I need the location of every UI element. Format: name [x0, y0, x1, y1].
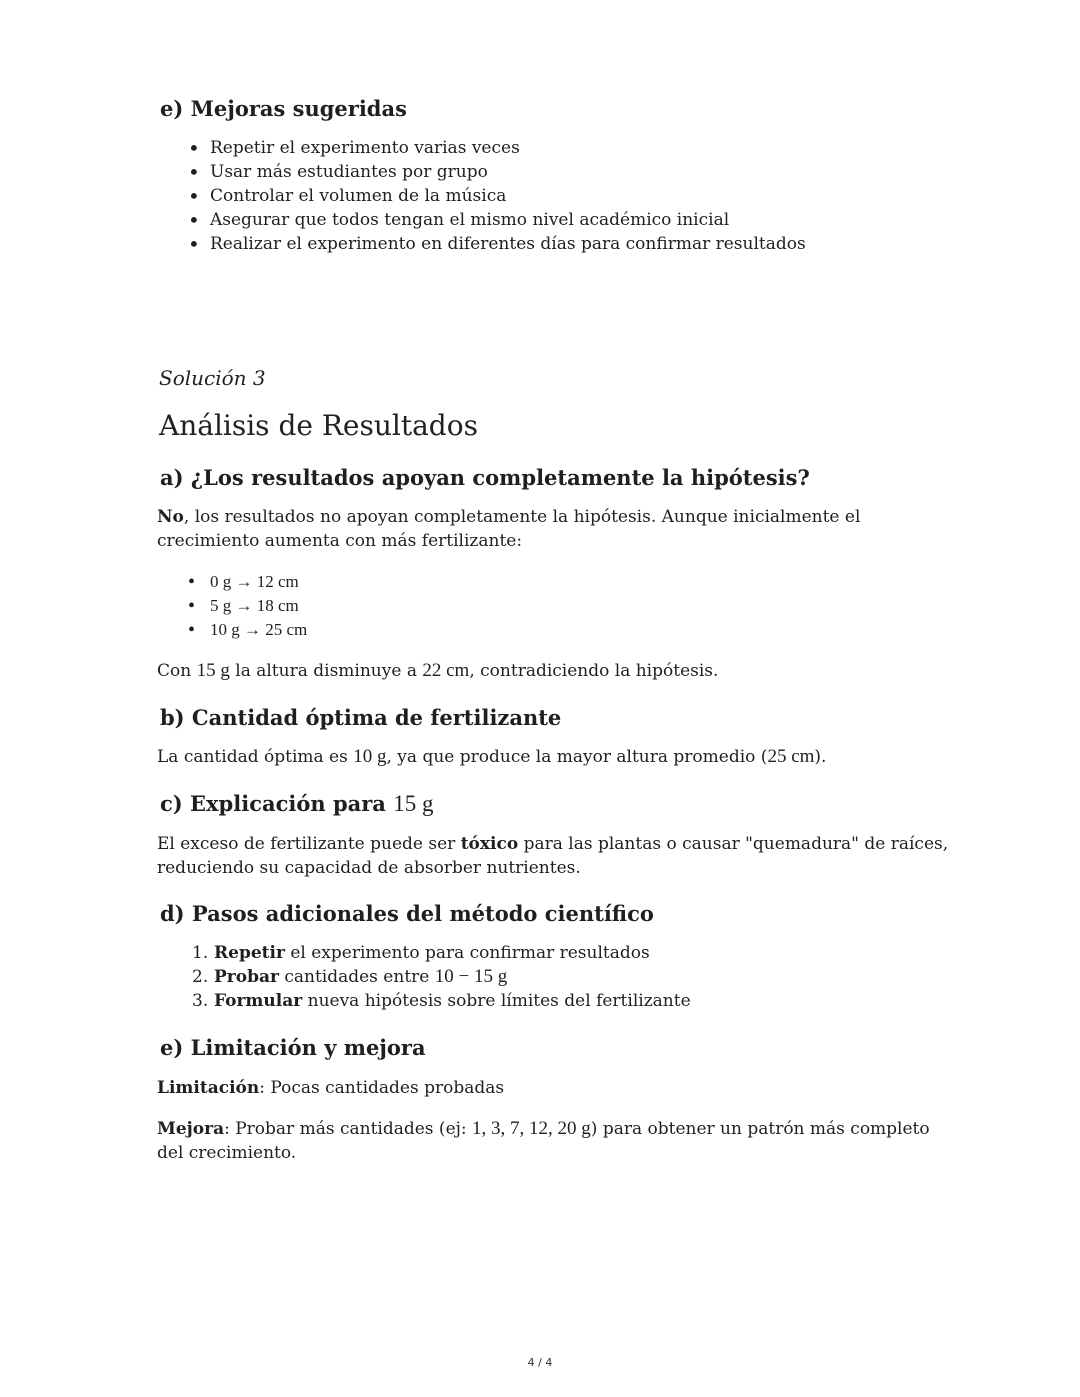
- math-value: 22 cm: [422, 660, 470, 681]
- section-heading-a: a) ¿Los resultados apoyan completamente la hipótesis?: [160, 465, 810, 490]
- text: del crecimiento.: [157, 1143, 297, 1163]
- list-item: • 5 g → 18 cm: [160, 594, 307, 618]
- step-number: 1.: [192, 943, 209, 963]
- list-item: • Repetir el experimento varias veces: [160, 136, 806, 160]
- part-e-improvement: [157, 1117, 930, 1165]
- part-a-intro-line2: crecimiento aumenta con más fertilizante:: [157, 531, 523, 551]
- list-item: • Asegurar que todos tengan el mismo nivel académico inicial: [160, 208, 806, 232]
- text: el experimento para confirmar resultados: [284, 943, 650, 963]
- list-item: • Controlar el volumen de la música: [160, 184, 806, 208]
- text: ).: [814, 747, 827, 767]
- bold-text: Repetir: [214, 943, 285, 963]
- text: la altura disminuye a: [229, 661, 423, 681]
- math-value: 1, 3, 7, 12, 20 g: [472, 1118, 591, 1139]
- section-heading-mejoras: e) Mejoras sugeridas: [160, 96, 407, 121]
- math-value: 10 − 15 g: [434, 966, 508, 987]
- text: , ya que produce la mayor altura promedio (: [386, 747, 768, 767]
- part-d-steps: [178, 941, 691, 1013]
- math-value: 15 g: [196, 660, 230, 681]
- list-item: • 10 g → 25 cm: [160, 618, 307, 642]
- part-e-limitation: [157, 1076, 504, 1100]
- section-heading-d: d) Pasos adicionales del método científico: [160, 901, 654, 926]
- text: cantidades entre: [278, 967, 435, 987]
- part-c-text: [157, 832, 948, 880]
- math-value: 10 g: [353, 746, 387, 767]
- part-a-intro-line1: , los resultados no apoyan completamente la hipótesis. Aunque inicialmente el: [183, 507, 861, 527]
- text: para las plantas o causar "quemadura" de raíces,: [518, 834, 949, 854]
- text: , contradiciendo la hipótesis.: [469, 661, 719, 681]
- text: nueva hipótesis sobre límites del fertilizante: [302, 991, 691, 1011]
- part-a-list: [160, 570, 307, 642]
- step-number: 2.: [192, 967, 209, 987]
- list-item: [178, 941, 691, 965]
- text: reduciendo su capacidad de absorber nutrientes.: [157, 858, 581, 878]
- text: ) para obtener un patrón más completo: [590, 1119, 930, 1139]
- section-heading-c: [160, 791, 433, 817]
- list-item: • Usar más estudiantes por grupo: [160, 160, 806, 184]
- section-heading-e: e) Limitación y mejora: [160, 1035, 426, 1060]
- section-heading-b: b) Cantidad óptima de fertilizante: [160, 705, 562, 730]
- part-a-conclusion: [157, 659, 718, 683]
- list-item: [178, 965, 691, 989]
- list-item: [178, 989, 691, 1013]
- part-b-text: [157, 745, 826, 769]
- text: La cantidad óptima es: [157, 747, 354, 767]
- solution-label: Solución 3: [159, 366, 266, 390]
- list-item: • 0 g → 12 cm: [160, 570, 307, 594]
- bold-text: tóxico: [460, 834, 519, 854]
- math-value: 25 cm: [767, 746, 815, 767]
- step-number: 3.: [192, 991, 209, 1011]
- heading-text: c) Explicación para: [160, 791, 394, 816]
- list-item: • Realizar el experimento en diferentes días para confirmar resultados: [160, 232, 806, 256]
- bold-text: Limitación: [157, 1078, 260, 1098]
- part-a-intro: [157, 505, 860, 553]
- text: : Pocas cantidades probadas: [259, 1078, 505, 1098]
- page-number: 4 / 4: [527, 1356, 553, 1369]
- bold-text: Probar: [214, 967, 279, 987]
- text: Con: [157, 661, 197, 681]
- bold-text: Formular: [214, 991, 303, 1011]
- bold-text: Mejora: [157, 1119, 225, 1139]
- math-value: 15 g: [393, 791, 434, 816]
- text: El exceso de fertilizante puede ser: [157, 834, 461, 854]
- page-title: Análisis de Resultados: [159, 409, 478, 442]
- mejoras-list: [160, 136, 806, 256]
- part-a-intro-bold: No: [157, 507, 184, 527]
- text: : Probar más cantidades (ej:: [224, 1119, 473, 1139]
